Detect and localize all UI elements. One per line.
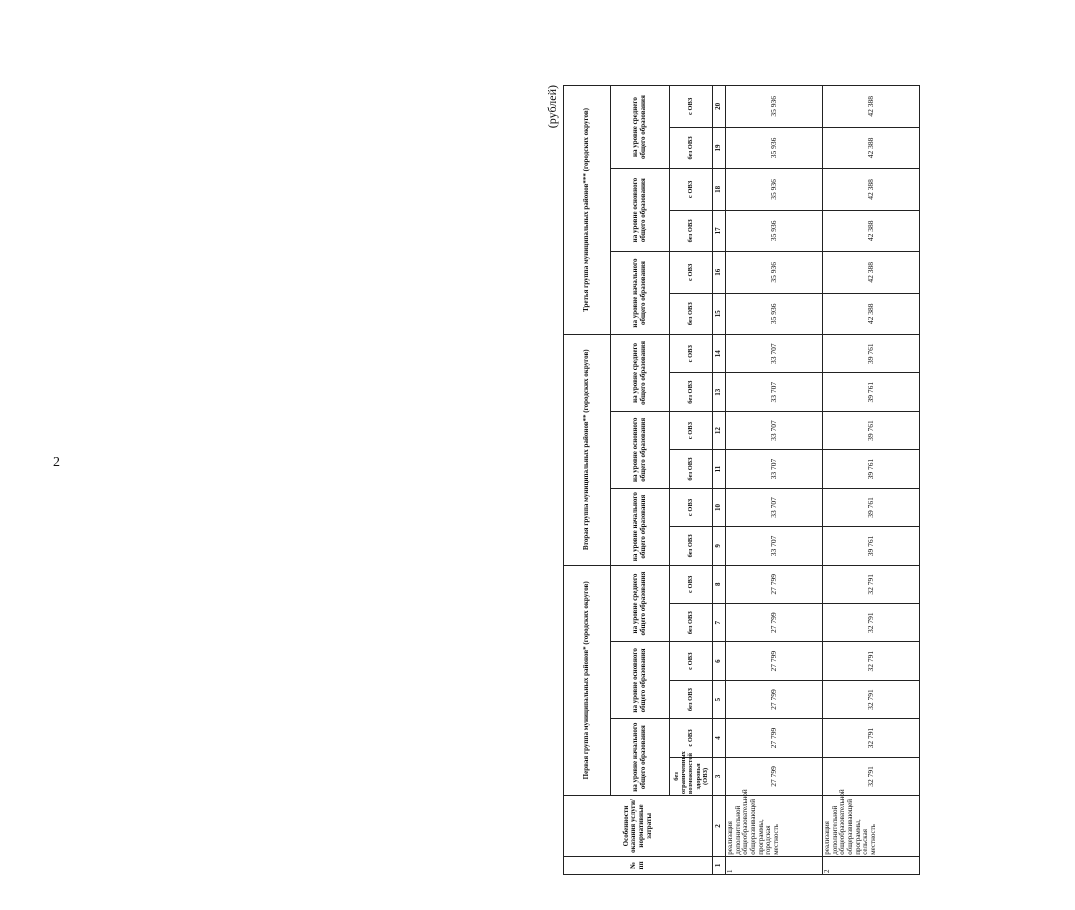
group-2-level-primary: на уровне начального общего образования — [611, 488, 670, 565]
value-cell: 42 388 — [823, 252, 920, 293]
value-cell: 35 936 — [726, 169, 823, 210]
value-cell: 32 791 — [823, 565, 920, 603]
column-number: 3 — [713, 757, 726, 795]
value-cell: 32 791 — [823, 642, 920, 680]
column-number: 7 — [713, 604, 726, 642]
subheader-without-ovz: без ОВЗ — [670, 527, 713, 565]
column-number: 6 — [713, 642, 726, 680]
value-cell: 35 936 — [726, 210, 823, 251]
header-features: Особенности оказания услуги/нормативные затраты — [564, 796, 713, 857]
column-number: 15 — [713, 293, 726, 334]
subheader-without-ovz: без ОВЗ — [670, 604, 713, 642]
subheader-without-ovz: без ОВЗ — [670, 680, 713, 718]
value-cell: 32 791 — [823, 680, 920, 718]
header-row-number: № пп — [564, 856, 713, 874]
group-1-level-primary: на уровне начального общего образования — [611, 719, 670, 796]
row-number: 1 — [726, 856, 823, 874]
value-cell: 33 707 — [726, 411, 823, 449]
subheader-without-ovz: без ОВЗ — [670, 450, 713, 488]
column-number: 18 — [713, 169, 726, 210]
column-number: 11 — [713, 450, 726, 488]
column-number: 1 — [713, 856, 726, 874]
value-cell: 27 799 — [726, 604, 823, 642]
value-cell: 42 388 — [823, 210, 920, 251]
subheader-with-ovz: с ОВЗ — [670, 334, 713, 373]
group-2-level-secondary: на уровне среднего общего образования — [611, 334, 670, 411]
column-number: 19 — [713, 127, 726, 168]
value-cell: 39 761 — [823, 373, 920, 411]
subheader-with-ovz: с ОВЗ — [670, 252, 713, 293]
header-group-2: Вторая группа муниципальных районов** (городских округов) — [564, 334, 611, 565]
value-cell: 27 799 — [726, 719, 823, 757]
subheader-without-ovz: без ОВЗ — [670, 373, 713, 411]
value-cell: 33 707 — [726, 373, 823, 411]
column-number: 10 — [713, 488, 726, 526]
subheader-with-ovz: с ОВЗ — [670, 169, 713, 210]
column-number: 16 — [713, 252, 726, 293]
value-cell: 35 936 — [726, 293, 823, 334]
rotated-page-content — [545, 85, 1075, 875]
group-2-level-basic: на уровне основного общего образования — [611, 411, 670, 488]
value-cell: 33 707 — [726, 450, 823, 488]
column-number: 12 — [713, 411, 726, 449]
value-cell: 39 761 — [823, 488, 920, 526]
value-cell: 33 707 — [726, 527, 823, 565]
value-cell: 27 799 — [726, 565, 823, 603]
value-cell: 39 761 — [823, 527, 920, 565]
value-cell: 35 936 — [726, 252, 823, 293]
value-cell: 32 791 — [823, 604, 920, 642]
value-cell: 32 791 — [823, 757, 920, 795]
value-cell: 35 936 — [726, 86, 823, 128]
group-1-level-secondary: на уровне среднего общего образования — [611, 565, 670, 642]
subheader-with-ovz: с ОВЗ — [670, 411, 713, 449]
value-cell: 32 791 — [823, 719, 920, 757]
value-cell: 42 388 — [823, 127, 920, 168]
column-number: 9 — [713, 527, 726, 565]
value-cell: 33 707 — [726, 488, 823, 526]
value-cell: 39 761 — [823, 450, 920, 488]
column-number: 4 — [713, 719, 726, 757]
group-3-level-secondary: на уровне среднего общего образования — [611, 86, 670, 169]
row-description: реализация дополнительной общеобразовательной общеразвивающей программы, сельская местность — [823, 796, 920, 857]
row-description: реализация дополнительной общеобразовательной общеразвивающей программы, городская местность — [726, 796, 823, 857]
header-group-1: Первая группа муниципальных районов* (городских округов) — [564, 565, 611, 796]
value-cell: 33 707 — [726, 334, 823, 373]
value-cell: 39 761 — [823, 334, 920, 373]
page-number: 2 — [53, 455, 60, 470]
subheader-without-ovz: без ОВЗ — [670, 293, 713, 334]
subheader-without-ovz: без ОВЗ — [670, 127, 713, 168]
value-cell: 35 936 — [726, 127, 823, 168]
value-cell: 39 761 — [823, 411, 920, 449]
value-cell: 27 799 — [726, 642, 823, 680]
subheader-with-ovz: с ОВЗ — [670, 86, 713, 128]
group-3-level-basic: на уровне основного общего образования — [611, 169, 670, 252]
subheader-with-ovz: с ОВЗ — [670, 719, 713, 757]
group-1-level-basic: на уровне основного общего образования — [611, 642, 670, 719]
row-number: 2 — [823, 856, 920, 874]
group-3-level-primary: на уровне начального общего образования — [611, 252, 670, 335]
subheader-with-ovz: с ОВЗ — [670, 488, 713, 526]
column-number: 20 — [713, 86, 726, 128]
units-label: (рублей) — [545, 85, 559, 129]
value-cell: 27 799 — [726, 757, 823, 795]
header-group-3: Третья группа муниципальных районов*** (городских округов) — [564, 86, 611, 335]
column-number: 8 — [713, 565, 726, 603]
value-cell: 27 799 — [726, 680, 823, 718]
table-row — [823, 86, 920, 875]
cost-standards-table — [563, 85, 920, 875]
table-row — [726, 86, 823, 875]
subheader-with-ovz: с ОВЗ — [670, 642, 713, 680]
column-number: 5 — [713, 680, 726, 718]
value-cell: 42 388 — [823, 86, 920, 128]
subheader-without-ovz: без ОВЗ — [670, 210, 713, 251]
subheader-with-ovz: с ОВЗ — [670, 565, 713, 603]
column-number: 14 — [713, 334, 726, 373]
value-cell: 42 388 — [823, 169, 920, 210]
value-cell: 42 388 — [823, 293, 920, 334]
column-number: 17 — [713, 210, 726, 251]
column-number: 2 — [713, 796, 726, 857]
subheader-without-ovz-full: без ограниченных возможностей здоровья (ОВЗ) — [670, 757, 713, 795]
column-number: 13 — [713, 373, 726, 411]
